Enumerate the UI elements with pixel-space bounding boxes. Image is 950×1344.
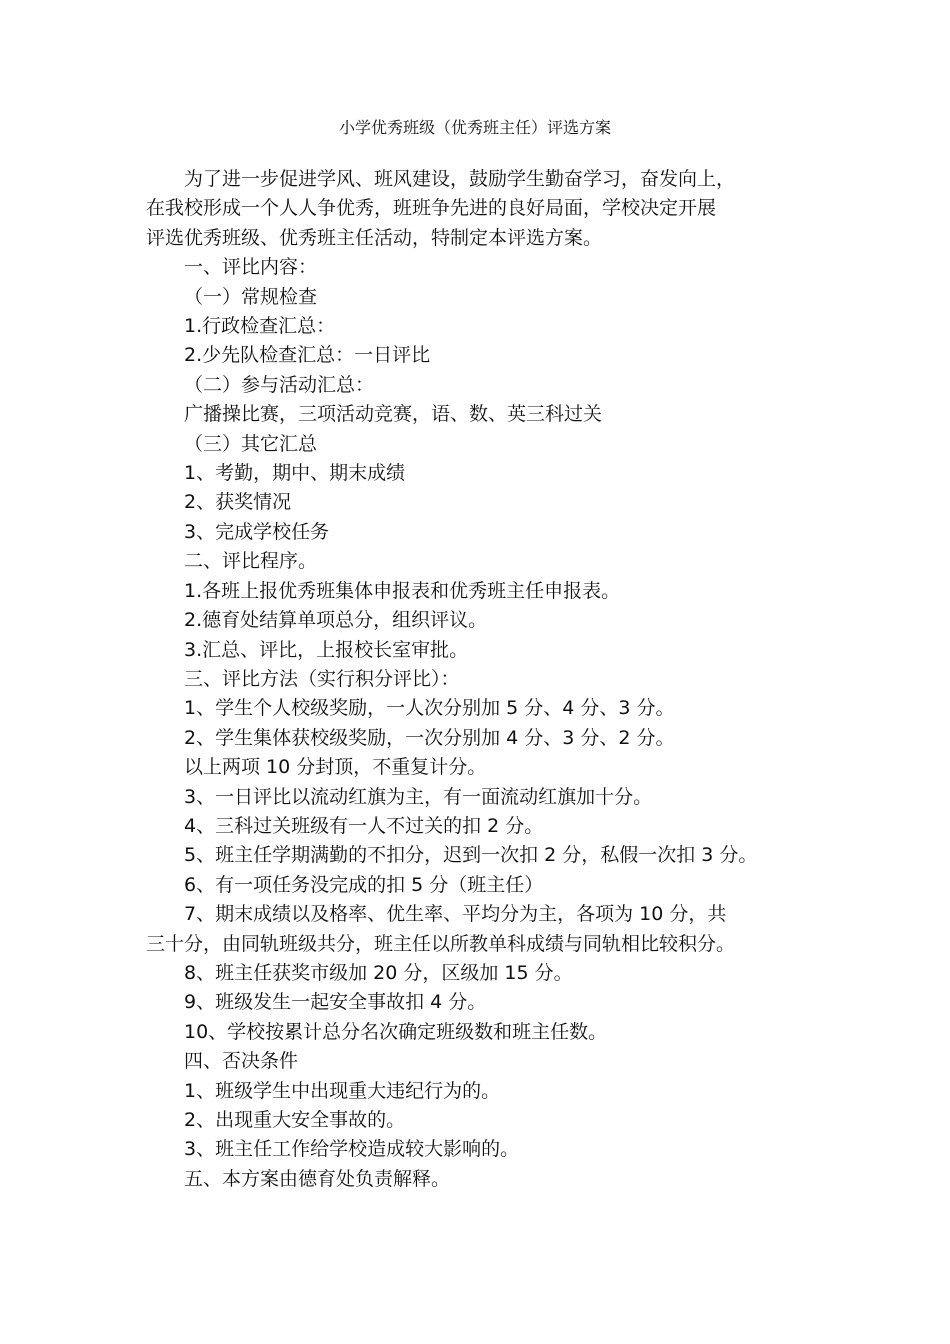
intro-line: 评选优秀班级、优秀班主任活动，特制定本评选方案。 [146, 226, 603, 249]
section-heading-5: 五、本方案由德育处负责解释。 [184, 1167, 451, 1190]
list-item: 8、班主任获奖市级加 20 分，区级加 15 分。 [184, 961, 573, 984]
list-item: 10、学校按累计总分名次确定班级数和班主任数。 [184, 1020, 608, 1043]
list-item: 2、出现重大安全事故的。 [184, 1109, 406, 1131]
list-item-7-line: 7、期末成绩以及格率、优生率、平均分为主，各项为 10 分，共 [184, 903, 727, 926]
section-heading-2: 二、评比程序。 [184, 550, 318, 573]
list-item: 广播操比赛，三项活动竞赛，语、数、英三科过关 [184, 403, 603, 426]
list-item: 2、学生集体获校级奖励，一次分别加 4 分、3 分、2 分。 [184, 726, 675, 749]
subsection-heading: （二）参与活动汇总： [184, 373, 375, 396]
subsection-heading: （一）常规检查 [184, 285, 318, 308]
subsection-heading: （三）其它汇总 [184, 432, 318, 455]
section-heading-3: 三、评比方法（实行积分评比）： [184, 667, 460, 690]
document-title: 小学优秀班级（优秀班主任）评选方案 [338, 118, 611, 137]
list-item: 6、有一项任务没完成的扣 5 分（班主任） [184, 873, 544, 896]
section-heading-1: 一、评比内容： [184, 256, 318, 279]
list-item: 1、班级学生中出现重大违纪行为的。 [184, 1079, 501, 1102]
list-item: 5、班主任学期满勤的不扣分，迟到一次扣 2 分，私假一次扣 3 分。 [184, 844, 758, 867]
list-item: 3.汇总、评比，上报校长室审批。 [184, 638, 469, 661]
intro-line: 在我校形成一个人人争优秀，班班争先进的良好局面，学校决定开展 [146, 197, 717, 220]
list-item: 1.行政检查汇总： [184, 315, 336, 338]
list-item: 1、学生个人校级奖励，一人次分别加 5 分、4 分、3 分。 [184, 697, 675, 720]
list-item: 4、三科过关班级有一人不过关的扣 2 分。 [184, 814, 544, 837]
document-body [146, 165, 826, 1194]
list-item: 3、一日评比以流动红旗为主，有一面流动红旗加十分。 [184, 785, 653, 808]
list-item: 以上两项 10 分封顶，不重复计分。 [184, 756, 487, 779]
list-item: 2.少先队检查汇总：一日评比 [184, 344, 431, 367]
section-heading-4: 四、否决条件 [184, 1050, 299, 1073]
list-item: 3、班主任工作给学校造成较大影响的。 [184, 1138, 520, 1161]
list-item: 3、完成学校任务 [184, 520, 330, 543]
list-item: 9、班级发生一起安全事故扣 4 分。 [184, 991, 487, 1014]
list-item: 1、考勤，期中、期末成绩 [184, 462, 406, 485]
list-item-7-line: 三十分，由同轨班级共分，班主任以所教单科成绩与同轨相比较积分。 [146, 932, 736, 955]
list-item: 2、获奖情况 [184, 491, 292, 514]
intro-line: 为了进一步促进学风、班风建设，鼓励学生勤奋学习，奋发向上， [184, 168, 736, 190]
list-item: 2.德育处结算单项总分，组织评议。 [184, 609, 488, 632]
list-item: 1.各班上报优秀班集体申报表和优秀班主任申报表。 [184, 579, 621, 602]
